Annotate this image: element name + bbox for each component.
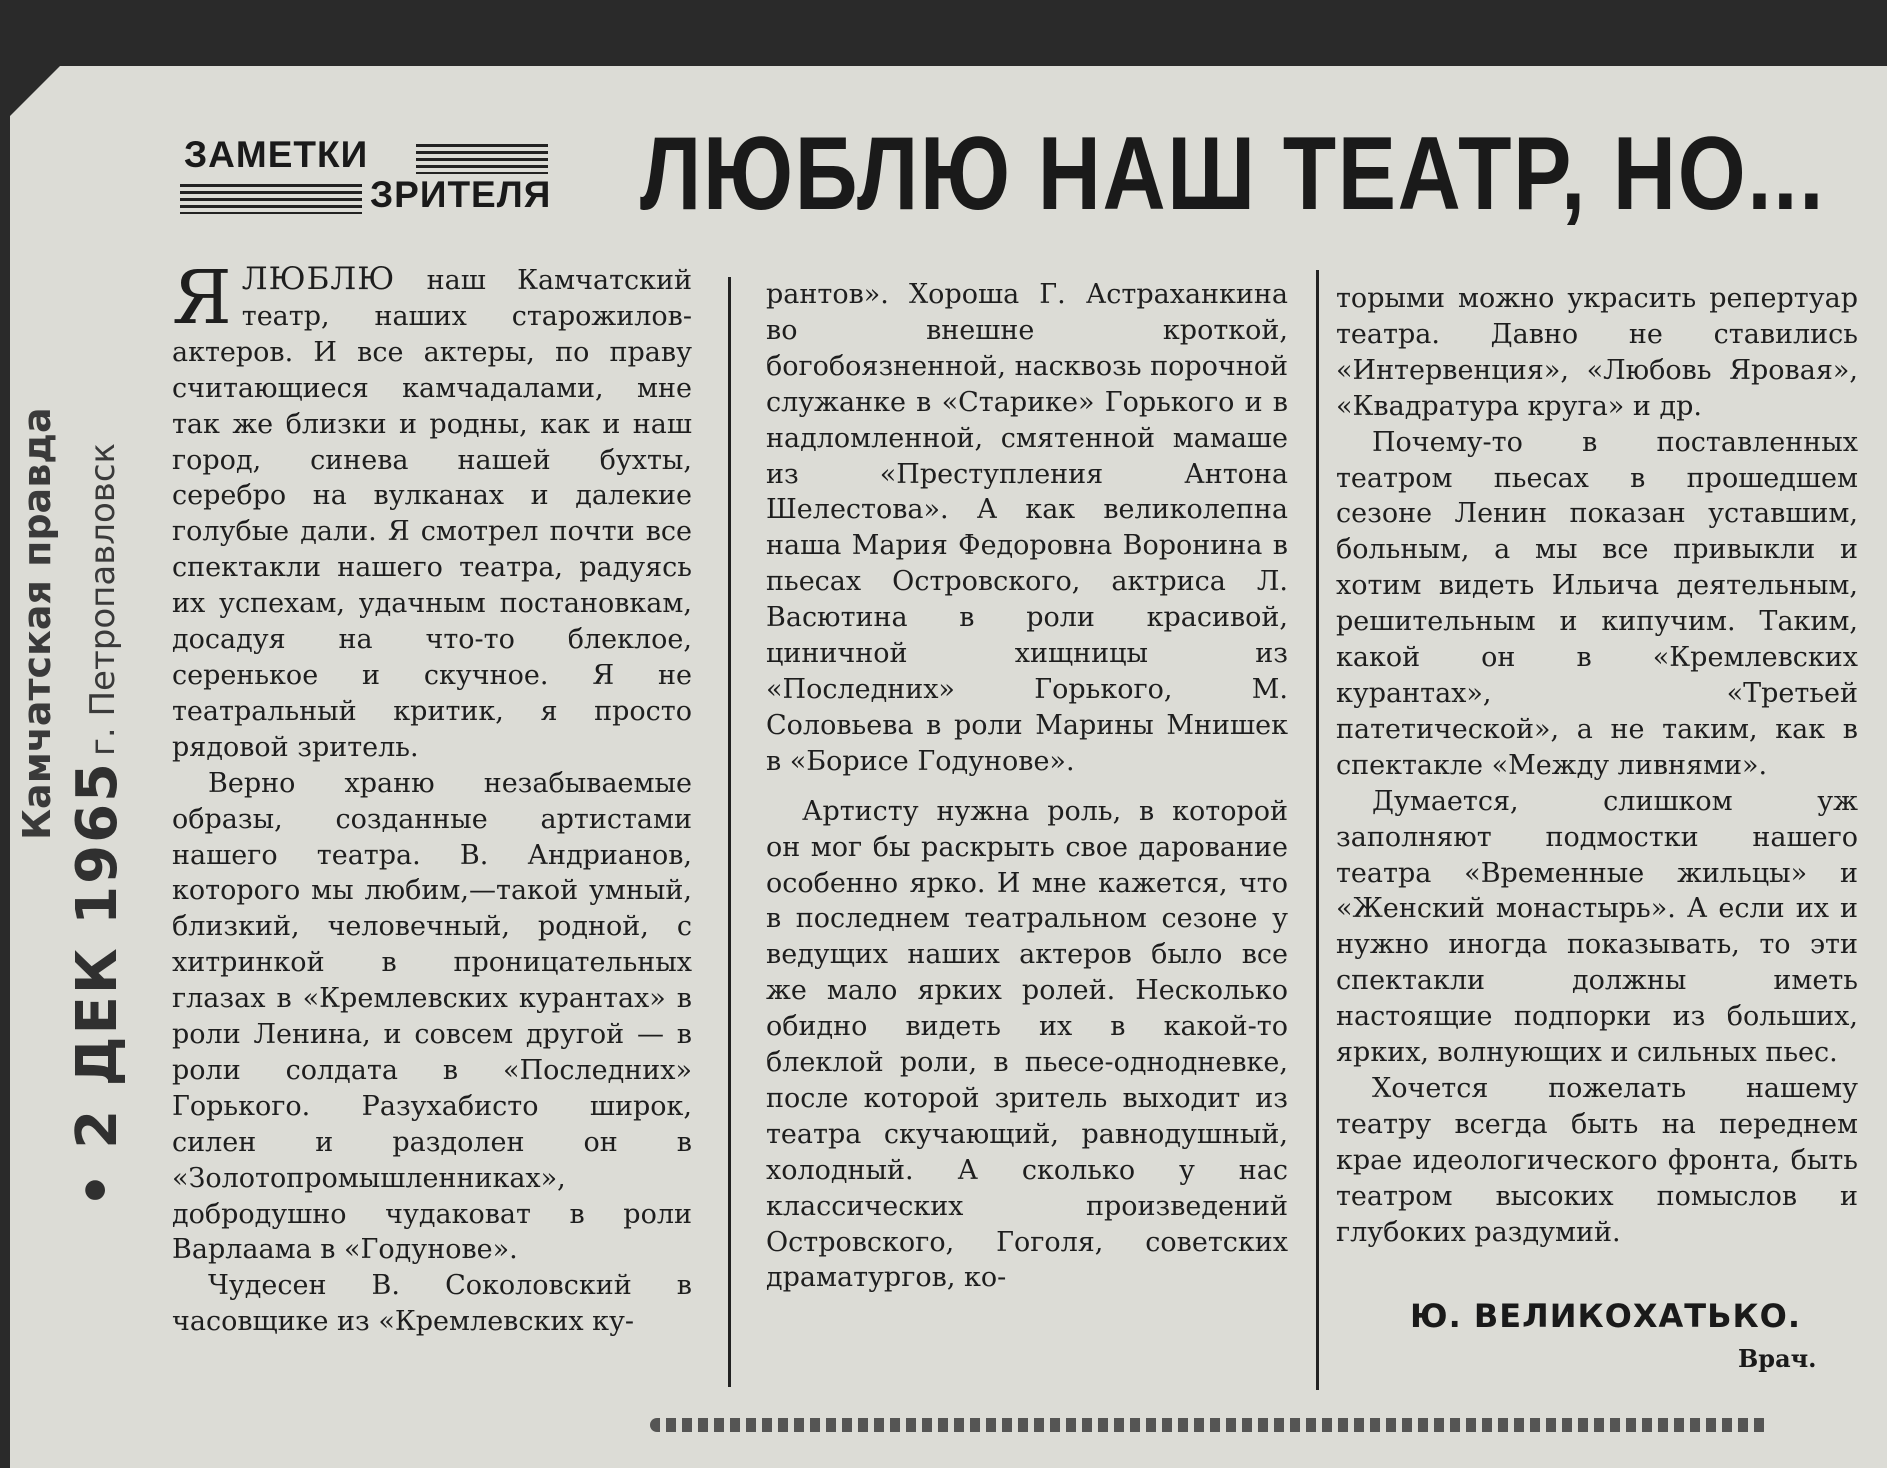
column-divider bbox=[1316, 270, 1319, 1390]
article-headline: ЛЮБЛЮ НАШ ТЕАТР, НО... bbox=[640, 116, 1826, 232]
rubric-stripes-decoration bbox=[416, 144, 548, 174]
paragraph-1-text: наш Камчатский театр, наших старожилов-актеров. И все актеры, по праву считающиеся камчадалами, мне так же близки и родны, как и наш город, синева нашей бухты, серебро на вулканах и далекие голубые дали. Я смотрел почти все спектакли нашего театра, радуясь их успехам, удачным постановкам, досадуя на что-то блеклое, серенькое и скучное. Я не театральный критик, я просто рядовой зритель. bbox=[172, 265, 692, 763]
paragraph-3-start: Чудесен В. Соколовский в часовщике из «Кремлевских ку- bbox=[172, 1270, 692, 1338]
paragraph-5: Почему-то в поставленных театром пьесах в прошедшем сезоне Ленин показан уставшим, больным, а мы все привыкли и хотим видеть Ильича деятельным, решительным и кипучим. Таким, какой он в «Кремлевских курантах», «Третьей патетической», а не таким, как в спектакле «Между ливнями». bbox=[1336, 426, 1858, 781]
paragraph-7: Хочется пожелать нашему театру всегда быть на переднем крае идеологического фронта, быть театром высоких помыслов и глубоких раздумий. bbox=[1336, 1072, 1858, 1248]
paragraph-2: Верно храню незабываемые образы, созданные артистами нашего театра. В. Андрианов, которого мы любим,—такой умный, близкий, человечный, родной, с хитринкой в проницательных глазах в «Кремлевских курантах» в роли Ленина, и совсем другой — в роли солдата в «Последних» Горького. Разухабисто широк, силен и раздолен он в «Золотопромышленниках», добродушно чудаковат в роли Варлаама в «Годунове». bbox=[172, 767, 692, 1266]
paragraph-4-continued: торыми можно украсить репертуар театра. Давно не ставились «Интервенция», «Любовь Яровая», «Квадратура круга» и др. bbox=[1336, 283, 1858, 422]
column-divider bbox=[728, 277, 731, 1387]
rubric-line-2: ЗРИТЕЛЯ bbox=[370, 174, 552, 215]
rubric-label bbox=[180, 132, 560, 232]
article-column-1 bbox=[172, 255, 692, 1340]
drop-cap: Я bbox=[172, 255, 232, 341]
paragraph-3-continued: рантов». Хороша Г. Астраханкина во внешне кроткой, богобоязненной, насквозь порочной служанке в «Старике» Горького и в надломленной, смятенной мамаше из «Преступления Антона Шелестова». А как великолепна наша Мария Федоровна Воронина в пьесах Островского, актриса Л. Васютина в роли красивой, циничной хищницы из «Последних» Горького, М. Соловьева в роли Марины Мнишек в «Борисе Годунове». bbox=[766, 279, 1289, 777]
lead-caps: ЛЮБЛЮ bbox=[241, 261, 396, 297]
newspaper-name-stamp: Камчатская правда bbox=[15, 407, 59, 840]
rubric-stripes-decoration bbox=[180, 184, 362, 214]
city-stamp: г. Петропавловск bbox=[83, 442, 123, 756]
article-column-3 bbox=[1336, 281, 1858, 1250]
paragraph-4: Артисту нужна роль, в которой он мог бы раскрыть свое дарование особенно ярко. И мне кажется, что в последнем театральном сезоне у ведущих наших актеров было все же мало ярких ролей. Несколько обидно видеть их в какой-то блеклой роли, в пьесе-однодневке, после которой зритель выходит из театра скучающий, равнодушный, холодный. А сколько у нас классических произведений Островского, Гоголя, советских драматургов, ко- bbox=[766, 795, 1288, 1294]
author-position: Врач. bbox=[1738, 1344, 1817, 1373]
rubric-line-1: ЗАМЕТКИ bbox=[184, 134, 369, 175]
author-signature: Ю. ВЕЛИКОХАТЬКО. bbox=[1410, 1297, 1801, 1335]
article-column-2 bbox=[766, 277, 1288, 1296]
date-stamp: • 2 ДЕК 1965 bbox=[65, 760, 130, 1208]
paragraph-1 bbox=[172, 255, 692, 766]
decorative-border bbox=[650, 1418, 1770, 1432]
paragraph-6: Думается, слишком уж заполняют подмостки нашего театра «Временные жильцы» и «Женский монастырь». А если их и нужно иногда показывать, то эти спектакли должны иметь настоящие подпорки из больших, ярких, волнующих и сильных пьес. bbox=[1336, 785, 1858, 1069]
